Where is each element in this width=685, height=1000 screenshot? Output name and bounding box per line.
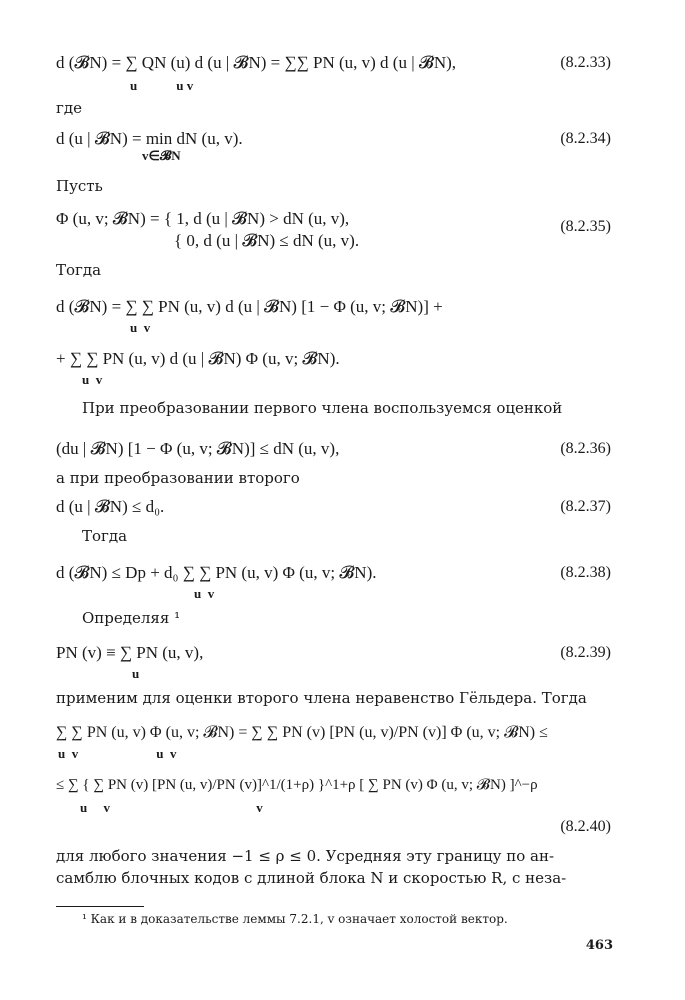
equation-number-8-2-35: (8.2.35) <box>560 218 611 235</box>
text-final-line2: самблю блочных кодов с длиной блока N и скоростью R, с неза- <box>56 869 567 887</box>
equation-8-2-35-line1: Φ (u, v; 𝓑N) = { 1, d (u | 𝓑N) > dN (u, v), <box>56 209 350 228</box>
equation-8-2-35-line2: { 0, d (u | 𝓑N) ≤ dN (u, v). <box>174 231 360 250</box>
text-pust: Пусть <box>56 177 103 195</box>
page-number: 463 <box>585 938 613 953</box>
equation-8-2-33-subscripts: u u v <box>130 78 194 93</box>
equation-number-8-2-34: (8.2.34) <box>560 130 611 147</box>
equation-8-2-38-subscripts: u v <box>194 586 215 601</box>
equation-8-2-34: d (u | 𝓑N) = min dN (u, v). <box>56 129 243 148</box>
equation-long-line2: + ∑ ∑ PN (u, v) d (u | 𝓑N) Φ (u, v; 𝓑N). <box>56 349 340 368</box>
equation-8-2-40-line2-subscripts: u v v <box>80 800 263 815</box>
footnote: ¹ Как и в доказательстве леммы 7.2.1, v означает холостой вектор. <box>82 912 508 926</box>
equation-8-2-39: PN (v) ≡ ∑ PN (u, v), <box>56 643 204 662</box>
equation-number-8-2-38: (8.2.38) <box>560 564 611 581</box>
equation-8-2-38: d (𝓑N) ≤ Dp + d₀ ∑ ∑ PN (u, v) Φ (u, v; 𝓑N). <box>56 563 377 582</box>
text-gde: где <box>56 99 82 117</box>
equation-long-line1-subscripts: u v <box>130 320 151 335</box>
text-opredelyaya: Определяя ¹ <box>82 609 181 627</box>
text-togda-1: Тогда <box>56 261 102 279</box>
equation-8-2-40-line1-subscripts: u v u v <box>58 746 177 761</box>
footnote-divider <box>56 906 144 907</box>
equation-8-2-34-subscript: v∈𝓑N <box>142 148 181 163</box>
text-togda-2: Тогда <box>82 527 128 545</box>
equation-number-8-2-33: (8.2.33) <box>560 54 611 71</box>
text-pri-preobrazovanii-1: При преобразовании первого члена воспользуемся оценкой <box>82 399 563 417</box>
equation-long-line2-subscripts: u v <box>82 372 103 387</box>
equation-number-8-2-39: (8.2.39) <box>560 644 611 661</box>
equation-8-2-37: d (u | 𝓑N) ≤ d₀. <box>56 497 165 516</box>
equation-8-2-39-subscript: u <box>132 666 140 681</box>
equation-number-8-2-36: (8.2.36) <box>560 440 611 457</box>
equation-number-8-2-37: (8.2.37) <box>560 498 611 515</box>
text-final-line1: для любого значения −1 ≤ ρ ≤ 0. Усредняя эту границу по ан- <box>56 847 555 865</box>
text-pri-preobrazovanii-2: а при преобразовании второго <box>56 469 300 487</box>
equation-8-2-33: d (𝓑N) = ∑ QN (u) d (u | 𝓑N) = ∑∑ PN (u, v) d (u | 𝓑N), <box>56 53 457 72</box>
equation-number-8-2-40: (8.2.40) <box>560 818 611 835</box>
equation-long-line1: d (𝓑N) = ∑ ∑ PN (u, v) d (u | 𝓑N) [1 − Φ (u, v; 𝓑N)] + <box>56 297 443 316</box>
text-primenim: применим для оценки второго члена неравенство Гёльдера. Тогда <box>56 689 587 707</box>
equation-8-2-36: (du | 𝓑N) [1 − Φ (u, v; 𝓑N)] ≤ dN (u, v), <box>56 439 340 458</box>
equation-8-2-40-line2: ≤ ∑ { ∑ PN (v) [PN (u, v)/PN (v)]^1/(1+ρ) }^1+ρ [ ∑ PN (v) Φ (u, v; 𝓑N) ]^−ρ <box>56 777 538 793</box>
equation-8-2-40-line1: ∑ ∑ PN (u, v) Φ (u, v; 𝓑N) = ∑ ∑ PN (v) [PN (u, v)/PN (v)] Φ (u, v; 𝓑N) ≤ <box>56 724 548 741</box>
